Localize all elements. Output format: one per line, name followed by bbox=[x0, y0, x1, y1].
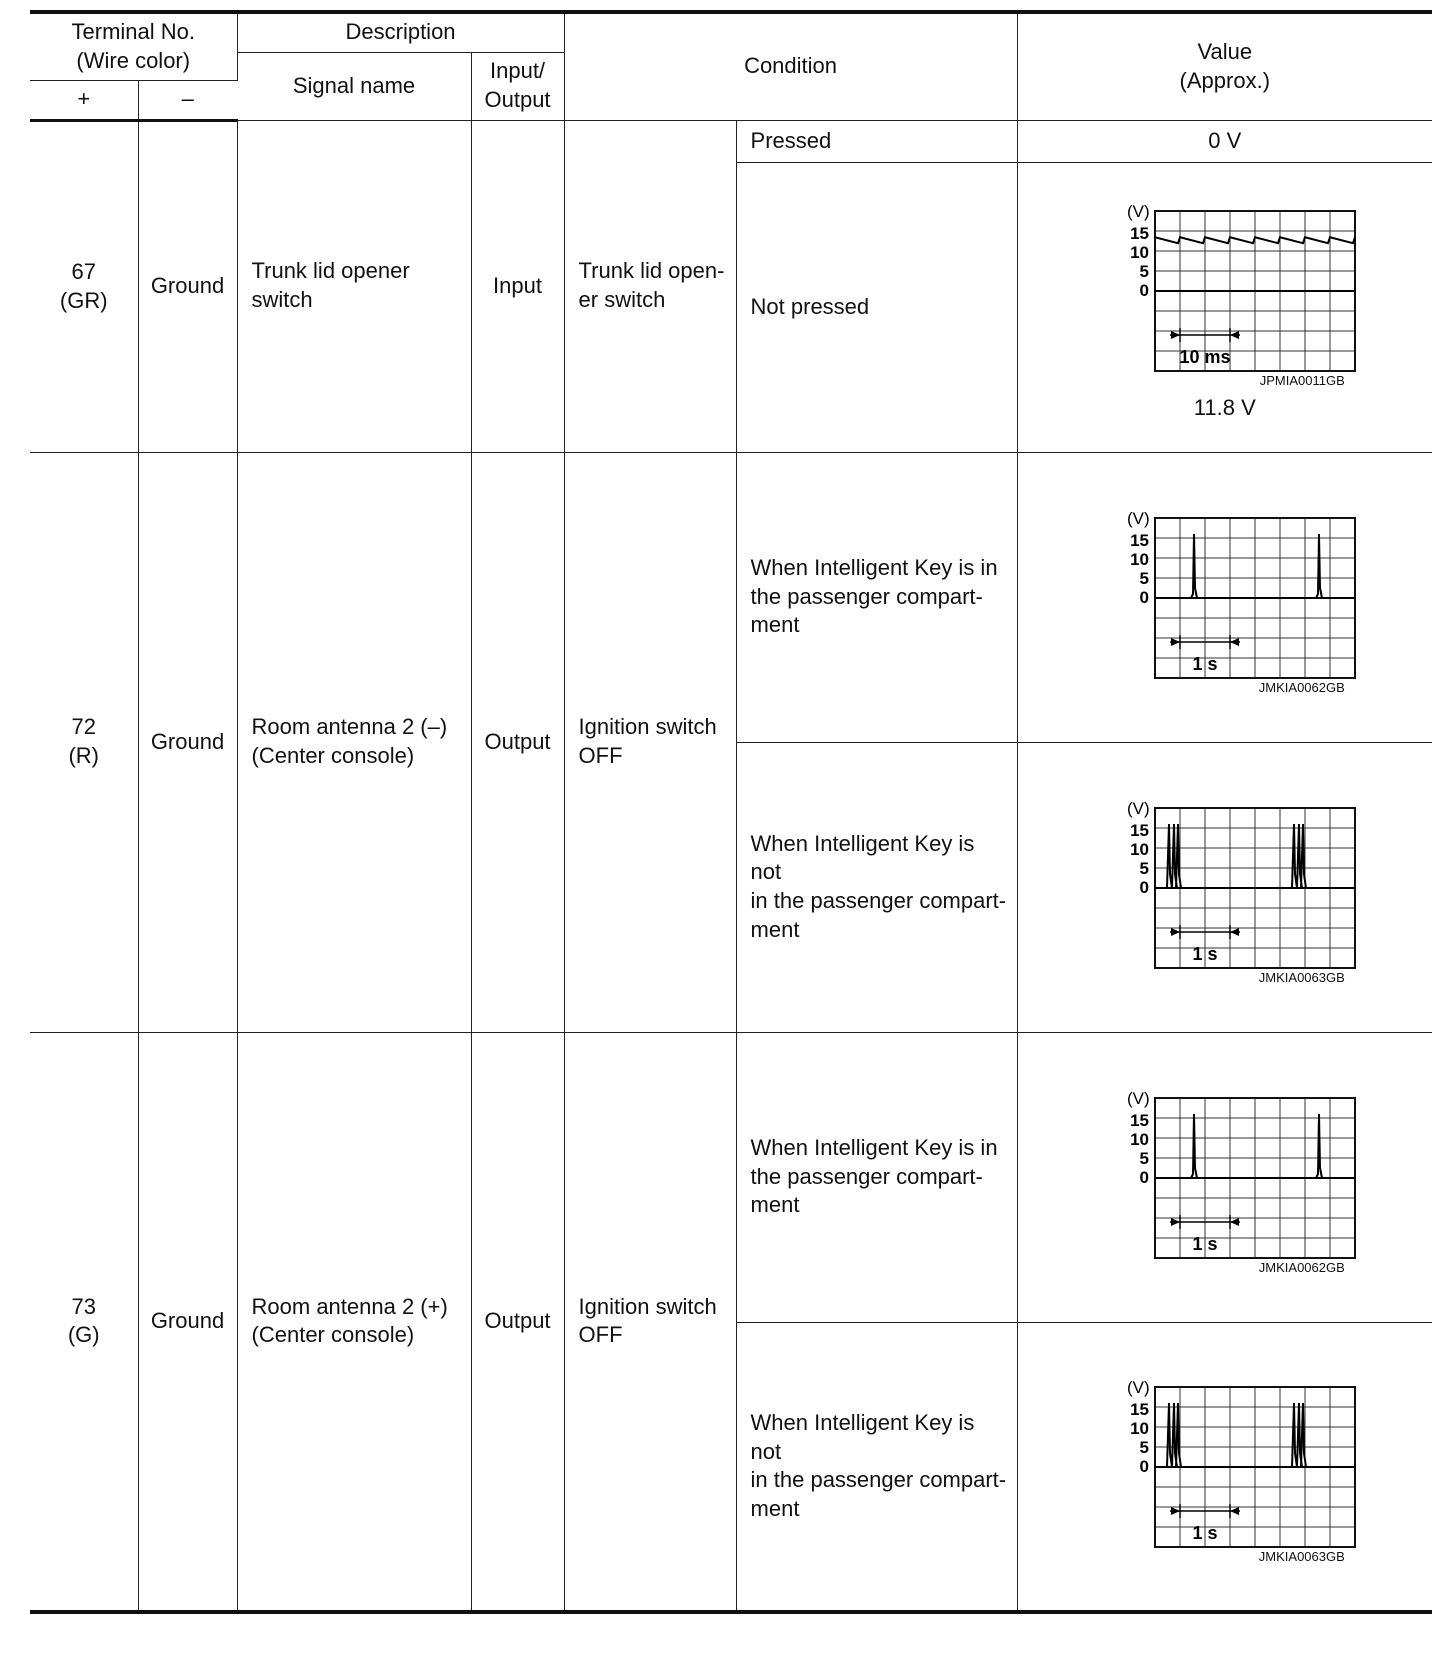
oscilloscope-figure bbox=[1075, 498, 1375, 682]
ground-cell: Ground bbox=[138, 120, 237, 452]
oscilloscope-figure bbox=[1075, 1078, 1375, 1262]
figure-code: JMKIA0062GB bbox=[1258, 679, 1345, 695]
value-key-not-in bbox=[1017, 742, 1432, 1032]
axis-unit: (V) bbox=[1126, 798, 1150, 818]
waveform-trace bbox=[1167, 824, 1306, 888]
ground-cell: Ground bbox=[138, 452, 237, 1032]
axis-tick-label: 5 bbox=[1139, 568, 1149, 588]
signal-name-cell: Room antenna 2 (+) (Center console) bbox=[237, 1032, 471, 1612]
figure-code: JMKIA0063GB bbox=[1258, 969, 1345, 985]
time-division-label: 1 s bbox=[1192, 653, 1218, 674]
axis-tick-label: 5 bbox=[1139, 1148, 1149, 1168]
figure-code: JMKIA0062GB bbox=[1258, 1259, 1345, 1275]
waveform-trace bbox=[1191, 1114, 1322, 1178]
io-cell: Output bbox=[471, 452, 564, 1032]
terminal-table-document bbox=[30, 10, 1432, 1614]
state-key-in: When Intelligent Key is in the passenger compart- ment bbox=[736, 452, 1017, 742]
axis-tick-label: 5 bbox=[1139, 262, 1149, 282]
axis-tick-label: 5 bbox=[1139, 858, 1149, 878]
state-not-pressed: Not pressed bbox=[736, 162, 1017, 452]
oscilloscope-figure bbox=[1075, 1367, 1375, 1551]
terminal-table bbox=[30, 10, 1432, 1614]
header-value: Value (Approx.) bbox=[1017, 12, 1432, 120]
header-minus: – bbox=[138, 80, 237, 120]
value-pressed: 0 V bbox=[1017, 120, 1432, 162]
io-cell: Output bbox=[471, 1032, 564, 1612]
io-cell: Input bbox=[471, 120, 564, 452]
value-not-pressed bbox=[1017, 162, 1432, 452]
terminal-72: 72 (R) bbox=[30, 452, 138, 1032]
figure-code: JMKIA0063GB bbox=[1258, 1548, 1345, 1564]
state-key-not-in: When Intelligent Key is not in the passenger compart- ment bbox=[736, 742, 1017, 1032]
value-key-in bbox=[1017, 452, 1432, 742]
condition-cell: Ignition switch OFF bbox=[564, 452, 736, 1032]
waveform-trace bbox=[1167, 1403, 1306, 1467]
axis-unit: (V) bbox=[1126, 1377, 1150, 1397]
axis-tick-label: 0 bbox=[1139, 1456, 1149, 1476]
axis-tick-label: 0 bbox=[1139, 281, 1149, 301]
figure-code: JPMIA0011GB bbox=[1259, 373, 1345, 389]
time-division-label: 10 ms bbox=[1179, 347, 1231, 368]
terminal-67: 67 (GR) bbox=[30, 120, 138, 452]
axis-tick-label: 10 bbox=[1129, 549, 1149, 569]
axis-tick-label: 15 bbox=[1129, 224, 1149, 244]
oscilloscope-figure bbox=[1075, 788, 1375, 972]
value-key-in bbox=[1017, 1032, 1432, 1322]
axis-tick-label: 10 bbox=[1129, 839, 1149, 859]
state-key-in: When Intelligent Key is in the passenger compart- ment bbox=[736, 1032, 1017, 1322]
time-division-label: 1 s bbox=[1192, 943, 1218, 964]
axis-unit: (V) bbox=[1126, 508, 1150, 528]
header-terminal-no: Terminal No. (Wire color) bbox=[30, 12, 237, 80]
condition-cell: Trunk lid open- er switch bbox=[564, 120, 736, 452]
axis-tick-label: 10 bbox=[1129, 243, 1149, 263]
axis-tick-label: 15 bbox=[1129, 1110, 1149, 1130]
header-description: Description bbox=[237, 12, 564, 52]
ground-cell: Ground bbox=[138, 1032, 237, 1612]
axis-unit: (V) bbox=[1126, 202, 1150, 222]
value-key-not-in bbox=[1017, 1322, 1432, 1612]
axis-tick-label: 0 bbox=[1139, 587, 1149, 607]
axis-tick-label: 10 bbox=[1129, 1129, 1149, 1149]
axis-tick-label: 0 bbox=[1139, 877, 1149, 897]
state-pressed: Pressed bbox=[736, 120, 1017, 162]
terminal-73: 73 (G) bbox=[30, 1032, 138, 1612]
axis-tick-label: 15 bbox=[1129, 1399, 1149, 1419]
state-key-not-in: When Intelligent Key is not in the passenger compart- ment bbox=[736, 1322, 1017, 1612]
axis-unit: (V) bbox=[1126, 1088, 1150, 1108]
header-io: Input/ Output bbox=[471, 52, 564, 120]
condition-cell: Ignition switch OFF bbox=[564, 1032, 736, 1612]
signal-name-cell: Room antenna 2 (–) (Center console) bbox=[237, 452, 471, 1032]
header-signal-name: Signal name bbox=[237, 52, 471, 120]
waveform-trace bbox=[1191, 534, 1322, 598]
oscilloscope-figure bbox=[1075, 191, 1375, 375]
axis-tick-label: 0 bbox=[1139, 1167, 1149, 1187]
axis-tick-label: 10 bbox=[1129, 1418, 1149, 1438]
axis-tick-label: 5 bbox=[1139, 1437, 1149, 1457]
header-plus: + bbox=[30, 80, 138, 120]
value-reading: 11.8 V bbox=[1193, 395, 1256, 421]
axis-tick-label: 15 bbox=[1129, 820, 1149, 840]
time-division-label: 1 s bbox=[1192, 1522, 1218, 1543]
header-condition: Condition bbox=[564, 12, 1017, 120]
axis-tick-label: 15 bbox=[1129, 530, 1149, 550]
time-division-label: 1 s bbox=[1192, 1233, 1218, 1254]
signal-name-cell: Trunk lid opener switch bbox=[237, 120, 471, 452]
